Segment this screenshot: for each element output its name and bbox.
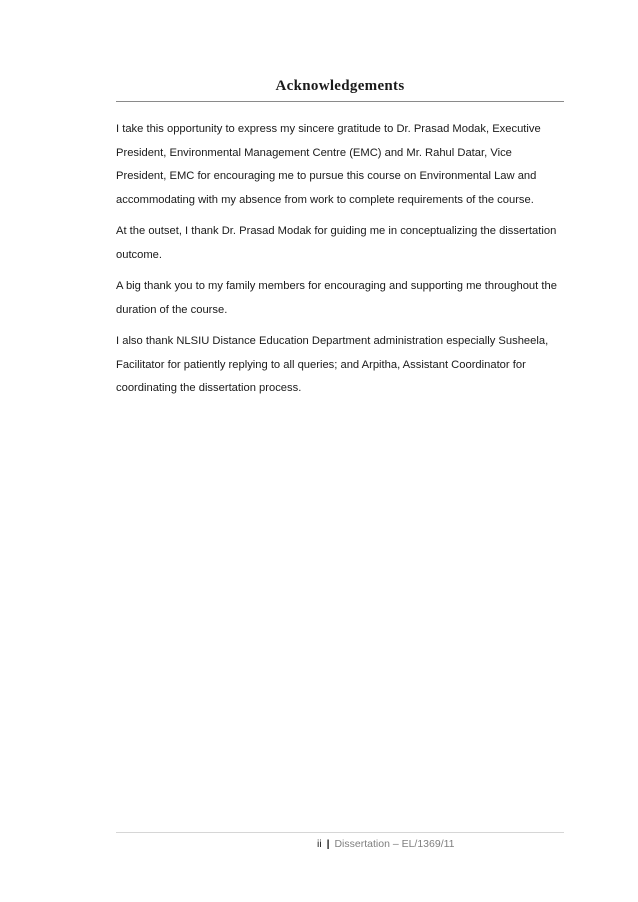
heading-divider [116,101,564,102]
footer-separator: | [326,838,330,850]
paragraph: I also thank NLSIU Distance Education Department administration especially Susheela, Facilitator for patiently replying to all queries; and Arpitha, Assistant Coordinator for coordinating the dissertation process. [116,335,549,394]
page-number: ii [317,838,322,850]
footer-document-title: Dissertation – EL/1369/11 [334,838,455,850]
acknowledgements-body [116,118,564,409]
paragraph: A big thank you to my family members for encouraging and supporting me throughout the duration of the course. [116,280,557,316]
page-title: Acknowledgements [275,78,405,94]
paragraph: At the outset, I thank Dr. Prasad Modak for guiding me in conceptualizing the dissertation outcome. [116,225,557,261]
footer-divider [116,832,564,833]
paragraph: I take this opportunity to express my sincere gratitude to Dr. Prasad Modak, Executive President, Environmental Management Centre (EMC) and Mr. Rahul Datar, Vice President, EMC for encouraging me to pursue this course on Environmental Law and accommodating with my absence from work to complete requirements of the course. [116,123,541,206]
